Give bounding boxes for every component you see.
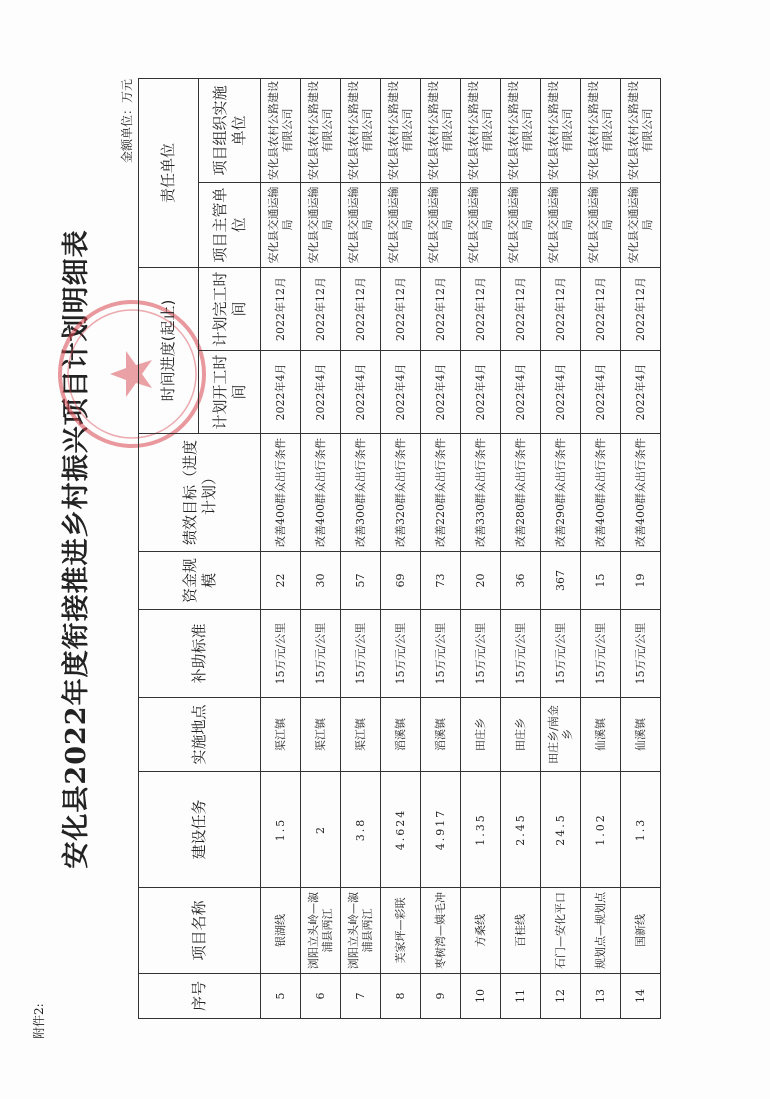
col-header-target: 绩效目标（进度计划） — [139, 434, 261, 552]
cell-implementer: 安化县农村公路建设有限公司 — [581, 78, 621, 182]
cell-implementer: 安化县农村公路建设有限公司 — [381, 78, 421, 182]
cell-end: 2022年12月 — [381, 268, 421, 351]
attachment-label: 附件2: — [32, 1003, 46, 1039]
cell-target: 改善330群众出行条件 — [461, 434, 501, 552]
cell-subsidy: 15万元/公里 — [301, 610, 341, 698]
cell-funds: 22 — [261, 552, 301, 610]
cell-task: 1.02 — [581, 772, 621, 888]
cell-funds: 73 — [421, 552, 461, 610]
cell-task: 24.5 — [541, 772, 581, 888]
cell-location: 田庄乡 — [461, 698, 501, 772]
cell-end: 2022年12月 — [581, 268, 621, 351]
cell-location: 渠江镇 — [341, 698, 381, 772]
cell-index: 12 — [541, 974, 581, 1019]
cell-funds: 19 — [621, 552, 661, 610]
cell-index: 9 — [421, 974, 461, 1019]
cell-subsidy: 15万元/公里 — [581, 610, 621, 698]
cell-location: 滔溪镇 — [381, 698, 421, 772]
cell-task: 1.5 — [261, 772, 301, 888]
col-header-index: 序号 — [139, 974, 261, 1019]
table-row — [461, 78, 501, 1018]
cell-target: 改善400群众出行条件 — [301, 434, 341, 552]
cell-supervisor: 安化县交通运输局 — [421, 183, 461, 268]
cell-start: 2022年4月 — [501, 351, 541, 434]
cell-index: 5 — [261, 974, 301, 1019]
cell-supervisor: 安化县交通运输局 — [621, 183, 661, 268]
col-header-end: 计划完工时间 — [199, 268, 261, 351]
cell-name: 浏阳立头岭—溆浦县两江 — [341, 888, 381, 974]
cell-target: 改善400群众出行条件 — [261, 434, 301, 552]
project-plan-table — [138, 78, 661, 1019]
cell-end: 2022年12月 — [421, 268, 461, 351]
cell-index: 14 — [621, 974, 661, 1019]
col-header-responsibility: 责任单位 — [139, 78, 199, 267]
cell-funds: 20 — [461, 552, 501, 610]
cell-start: 2022年4月 — [621, 351, 661, 434]
col-header-funds: 资金规模 — [139, 552, 261, 610]
cell-name: 枣树湾—姨毛冲 — [421, 888, 461, 974]
cell-end: 2022年12月 — [621, 268, 661, 351]
cell-implementer: 安化县农村公路建设有限公司 — [621, 78, 661, 182]
cell-location: 仙溪镇 — [581, 698, 621, 772]
cell-start: 2022年4月 — [381, 351, 421, 434]
cell-location: 滔溪镇 — [421, 698, 461, 772]
cell-index: 8 — [381, 974, 421, 1019]
col-header-supervisor: 项目主管单位 — [199, 183, 261, 268]
cell-subsidy: 15万元/公里 — [341, 610, 381, 698]
cell-supervisor: 安化县交通运输局 — [461, 183, 501, 268]
cell-target: 改善280群众出行条件 — [501, 434, 541, 552]
cell-index: 6 — [301, 974, 341, 1019]
cell-implementer: 安化县农村公路建设有限公司 — [341, 78, 381, 182]
cell-location: 渠江镇 — [301, 698, 341, 772]
cell-end: 2022年12月 — [261, 268, 301, 351]
amount-unit-note: 金额单位：万元 — [120, 79, 134, 164]
cell-location: 渠江镇 — [261, 698, 301, 772]
cell-end: 2022年12月 — [541, 268, 581, 351]
cell-subsidy: 15万元/公里 — [261, 610, 301, 698]
cell-implementer: 安化县农村公路建设有限公司 — [461, 78, 501, 182]
cell-task: 1.3 — [621, 772, 661, 888]
col-header-subsidy: 补助标准 — [139, 610, 261, 698]
col-header-task: 建设任务 — [139, 772, 261, 888]
cell-index: 13 — [581, 974, 621, 1019]
cell-target: 改善400群众出行条件 — [621, 434, 661, 552]
cell-name: 银湖线 — [261, 888, 301, 974]
cell-index: 7 — [341, 974, 381, 1019]
cell-supervisor: 安化县交通运输局 — [381, 183, 421, 268]
cell-implementer: 安化县农村公路建设有限公司 — [261, 78, 301, 182]
cell-name: 浏阳立头岭—溆浦县两江 — [301, 888, 341, 974]
cell-implementer: 安化县农村公路建设有限公司 — [421, 78, 461, 182]
cell-funds: 69 — [381, 552, 421, 610]
cell-target: 改善400群众出行条件 — [581, 434, 621, 552]
cell-funds: 57 — [341, 552, 381, 610]
cell-supervisor: 安化县交通运输局 — [301, 183, 341, 268]
cell-index: 10 — [461, 974, 501, 1019]
col-header-schedule: 时间进度(起止) — [139, 268, 199, 434]
table-row — [301, 78, 341, 1018]
cell-index: 11 — [501, 974, 541, 1019]
cell-target: 改善320群众出行条件 — [381, 434, 421, 552]
cell-task: 1.35 — [461, 772, 501, 888]
cell-start: 2022年4月 — [301, 351, 341, 434]
cell-funds: 36 — [501, 552, 541, 610]
table-row — [381, 78, 421, 1018]
cell-name: 方桑线 — [461, 888, 501, 974]
cell-supervisor: 安化县交通运输局 — [261, 183, 301, 268]
col-header-name: 项目名称 — [139, 888, 261, 974]
table-row — [621, 78, 661, 1018]
document-title: 安化县2022年度衔接推进乡村振兴项目计划明细表 — [61, 229, 92, 869]
table-row — [501, 78, 541, 1018]
cell-location: 仙溪镇 — [621, 698, 661, 772]
table-row — [421, 78, 461, 1018]
cell-task: 4.624 — [381, 772, 421, 888]
cell-name: 石门—安化平口 — [541, 888, 581, 974]
cell-end: 2022年12月 — [301, 268, 341, 351]
cell-supervisor: 安化县交通运输局 — [541, 183, 581, 268]
cell-task: 2.45 — [501, 772, 541, 888]
cell-implementer: 安化县农村公路建设有限公司 — [541, 78, 581, 182]
cell-location: 田庄乡/南金乡 — [541, 698, 581, 772]
table-row — [261, 78, 301, 1018]
cell-start: 2022年4月 — [421, 351, 461, 434]
cell-name: 百桂线 — [501, 888, 541, 974]
cell-funds: 15 — [581, 552, 621, 610]
cell-start: 2022年4月 — [541, 351, 581, 434]
cell-subsidy: 15万元/公里 — [621, 610, 661, 698]
cell-funds: 367 — [541, 552, 581, 610]
header-row-1 — [139, 78, 199, 1018]
col-header-start: 计划开工时间 — [199, 351, 261, 434]
col-header-location: 实施地点 — [139, 698, 261, 772]
cell-supervisor: 安化县交通运输局 — [581, 183, 621, 268]
cell-implementer: 安化县农村公路建设有限公司 — [301, 78, 341, 182]
cell-name: 芙家坪—彩联 — [381, 888, 421, 974]
cell-end: 2022年12月 — [501, 268, 541, 351]
cell-implementer: 安化县农村公路建设有限公司 — [501, 78, 541, 182]
cell-end: 2022年12月 — [461, 268, 501, 351]
cell-task: 2 — [301, 772, 341, 888]
cell-supervisor: 安化县交通运输局 — [341, 183, 381, 268]
cell-name: 国新线 — [621, 888, 661, 974]
cell-subsidy: 15万元/公里 — [501, 610, 541, 698]
cell-start: 2022年4月 — [261, 351, 301, 434]
cell-task: 4.917 — [421, 772, 461, 888]
cell-subsidy: 15万元/公里 — [541, 610, 581, 698]
cell-supervisor: 安化县交通运输局 — [501, 183, 541, 268]
cell-subsidy: 15万元/公里 — [461, 610, 501, 698]
table-row — [541, 78, 581, 1018]
cell-start: 2022年4月 — [461, 351, 501, 434]
rotated-document — [10, 49, 770, 1049]
cell-funds: 30 — [301, 552, 341, 610]
cell-subsidy: 15万元/公里 — [381, 610, 421, 698]
cell-target: 改善300群众出行条件 — [341, 434, 381, 552]
cell-location: 田庄乡 — [501, 698, 541, 772]
cell-end: 2022年12月 — [341, 268, 381, 351]
cell-task: 3.8 — [341, 772, 381, 888]
cell-start: 2022年4月 — [581, 351, 621, 434]
table-row — [581, 78, 621, 1018]
table-row — [341, 78, 381, 1018]
cell-name: 规划点—规划点 — [581, 888, 621, 974]
cell-start: 2022年4月 — [341, 351, 381, 434]
cell-subsidy: 15万元/公里 — [421, 610, 461, 698]
cell-target: 改善290群众出行条件 — [541, 434, 581, 552]
cell-target: 改善220群众出行条件 — [421, 434, 461, 552]
col-header-implementer: 项目组织实施单位 — [199, 78, 261, 182]
